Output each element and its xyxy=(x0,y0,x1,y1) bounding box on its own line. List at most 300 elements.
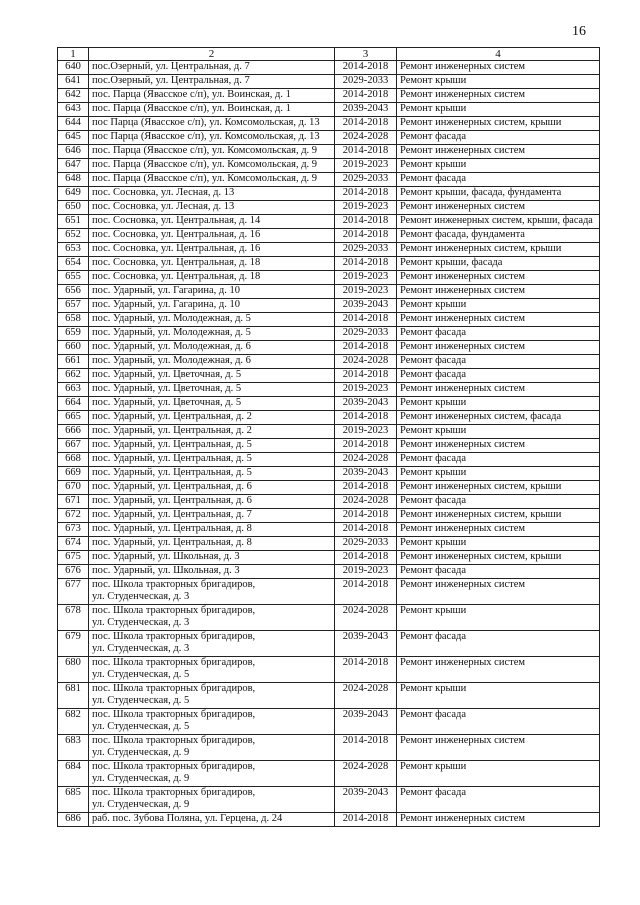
period-cell: 2024-2028 xyxy=(335,761,397,787)
table-row xyxy=(58,103,600,117)
address-line-2: ул. Студенческая, д. 5 xyxy=(92,721,190,732)
period-cell: 2014-2018 xyxy=(335,551,397,565)
address-line: пос. Ударный, ул. Центральная, д. 2 xyxy=(92,411,252,422)
table-row xyxy=(58,145,600,159)
work-type-cell: Ремонт инженерных систем, крыши xyxy=(397,509,600,523)
page-number: 16 xyxy=(572,24,586,39)
work-type-cell: Ремонт инженерных систем, крыши xyxy=(397,117,600,131)
work-type-cell: Ремонт инженерных систем xyxy=(397,341,600,355)
period-cell: 2014-2018 xyxy=(335,61,397,75)
work-type-cell: Ремонт крыши xyxy=(397,103,600,117)
row-number: 646 xyxy=(58,145,89,159)
work-type-cell: Ремонт крыши, фасада, фундамента xyxy=(397,187,600,201)
address-line: пос. Ударный, ул. Молодежная, д. 6 xyxy=(92,355,251,366)
period-cell: 2039-2043 xyxy=(335,103,397,117)
row-number: 665 xyxy=(58,411,89,425)
work-type-cell: Ремонт крыши xyxy=(397,683,600,709)
work-type-cell: Ремонт крыши xyxy=(397,537,600,551)
row-number: 667 xyxy=(58,439,89,453)
period-cell: 2014-2018 xyxy=(335,509,397,523)
address-cell xyxy=(89,355,335,369)
address-line: пос. Ударный, ул. Центральная, д. 7 xyxy=(92,509,252,520)
column-header-4: 4 xyxy=(397,48,600,61)
row-number: 672 xyxy=(58,509,89,523)
column-header-1: 1 xyxy=(58,48,89,61)
row-number: 651 xyxy=(58,215,89,229)
address-cell xyxy=(89,117,335,131)
work-type-cell: Ремонт инженерных систем xyxy=(397,439,600,453)
table-row xyxy=(58,201,600,215)
row-number: 645 xyxy=(58,131,89,145)
table-row xyxy=(58,397,600,411)
period-cell: 2039-2043 xyxy=(335,631,397,657)
table-row xyxy=(58,439,600,453)
period-cell: 2019-2023 xyxy=(335,285,397,299)
address-cell xyxy=(89,495,335,509)
table-row xyxy=(58,271,600,285)
table-row xyxy=(58,355,600,369)
work-type-cell: Ремонт инженерных систем xyxy=(397,657,600,683)
address-cell xyxy=(89,327,335,341)
period-cell: 2014-2018 xyxy=(335,439,397,453)
table-row xyxy=(58,89,600,103)
header-row xyxy=(58,48,600,61)
period-cell: 2019-2023 xyxy=(335,425,397,439)
address-line-2: ул. Студенческая, д. 3 xyxy=(92,591,190,602)
address-line: пос. Ударный, ул. Центральная, д. 8 xyxy=(92,523,252,534)
period-cell: 2029-2033 xyxy=(335,173,397,187)
row-number: 661 xyxy=(58,355,89,369)
address-cell xyxy=(89,453,335,467)
table-row xyxy=(58,537,600,551)
table-row xyxy=(58,565,600,579)
address-line-2: ул. Студенческая, д. 3 xyxy=(92,643,190,654)
address-line: пос. Сосновка, ул. Центральная, д. 18 xyxy=(92,257,261,268)
table-row xyxy=(58,787,600,813)
address-line-2: ул. Студенческая, д. 9 xyxy=(92,799,190,810)
row-number: 643 xyxy=(58,103,89,117)
address-line-2: ул. Студенческая, д. 9 xyxy=(92,773,190,784)
period-cell: 2039-2043 xyxy=(335,397,397,411)
work-type-cell: Ремонт крыши xyxy=(397,299,600,313)
period-cell: 2019-2023 xyxy=(335,271,397,285)
table-row xyxy=(58,173,600,187)
work-type-cell: Ремонт фасада xyxy=(397,369,600,383)
period-cell: 2014-2018 xyxy=(335,313,397,327)
table-row xyxy=(58,229,600,243)
row-number: 653 xyxy=(58,243,89,257)
row-number: 650 xyxy=(58,201,89,215)
address-cell xyxy=(89,257,335,271)
period-cell: 2039-2043 xyxy=(335,709,397,735)
row-number: 668 xyxy=(58,453,89,467)
address-cell xyxy=(89,313,335,327)
address-cell xyxy=(89,683,335,709)
address-line: пос. Школа тракторных бригадиров, xyxy=(92,709,256,720)
address-line: пос.Озерный, ул. Центральная, д. 7 xyxy=(92,61,250,72)
row-number: 664 xyxy=(58,397,89,411)
work-type-cell: Ремонт инженерных систем xyxy=(397,89,600,103)
address-line: пос.Озерный, ул. Центральная, д. 7 xyxy=(92,75,250,86)
period-cell: 2014-2018 xyxy=(335,341,397,355)
address-line: пос. Ударный, ул. Центральная, д. 8 xyxy=(92,537,252,548)
work-type-cell: Ремонт фасада xyxy=(397,173,600,187)
address-line: пос. Ударный, ул. Молодежная, д. 6 xyxy=(92,341,251,352)
row-number: 679 xyxy=(58,631,89,657)
table-row xyxy=(58,605,600,631)
row-number: 673 xyxy=(58,523,89,537)
period-cell: 2039-2043 xyxy=(335,299,397,313)
address-cell xyxy=(89,579,335,605)
work-type-cell: Ремонт фасада xyxy=(397,355,600,369)
address-line: пос. Ударный, ул. Центральная, д. 6 xyxy=(92,481,252,492)
address-line: пос. Школа тракторных бригадиров, xyxy=(92,683,256,694)
column-header-2: 2 xyxy=(89,48,335,61)
row-number: 669 xyxy=(58,467,89,481)
address-line: пос. Школа тракторных бригадиров, xyxy=(92,787,256,798)
table-row xyxy=(58,341,600,355)
period-cell: 2024-2028 xyxy=(335,453,397,467)
work-type-cell: Ремонт крыши xyxy=(397,397,600,411)
work-type-cell: Ремонт инженерных систем xyxy=(397,61,600,75)
address-cell xyxy=(89,439,335,453)
address-line: пос. Сосновка, ул. Лесная, д. 13 xyxy=(92,201,235,212)
work-type-cell: Ремонт фасада xyxy=(397,631,600,657)
address-line: пос. Школа тракторных бригадиров, xyxy=(92,579,256,590)
address-line: пос. Ударный, ул. Центральная, д. 5 xyxy=(92,467,252,478)
table-header xyxy=(58,48,600,61)
address-cell xyxy=(89,131,335,145)
address-line: пос. Парца (Явасское с/п), ул. Комсомольская, д. 9 xyxy=(92,145,318,156)
address-cell xyxy=(89,551,335,565)
address-line: пос. Ударный, ул. Центральная, д. 2 xyxy=(92,425,252,436)
row-number: 657 xyxy=(58,299,89,313)
address-line: пос. Ударный, ул. Центральная, д. 5 xyxy=(92,453,252,464)
work-type-cell: Ремонт фасада, фундамента xyxy=(397,229,600,243)
period-cell: 2014-2018 xyxy=(335,657,397,683)
table-row xyxy=(58,453,600,467)
table-row xyxy=(58,761,600,787)
table-body xyxy=(58,61,600,827)
work-type-cell: Ремонт крыши xyxy=(397,159,600,173)
period-cell: 2014-2018 xyxy=(335,481,397,495)
address-cell xyxy=(89,425,335,439)
table-row xyxy=(58,813,600,827)
row-number: 658 xyxy=(58,313,89,327)
work-type-cell: Ремонт инженерных систем xyxy=(397,735,600,761)
period-cell: 2019-2023 xyxy=(335,159,397,173)
address-line: пос. Ударный, ул. Цветочная, д. 5 xyxy=(92,383,242,394)
address-cell xyxy=(89,565,335,579)
row-number: 678 xyxy=(58,605,89,631)
row-number: 641 xyxy=(58,75,89,89)
address-cell xyxy=(89,605,335,631)
address-line-2: ул. Студенческая, д. 5 xyxy=(92,669,190,680)
address-cell xyxy=(89,709,335,735)
row-number: 670 xyxy=(58,481,89,495)
address-cell xyxy=(89,657,335,683)
address-line: пос. Ударный, ул. Гагарина, д. 10 xyxy=(92,285,241,296)
address-line: пос. Ударный, ул. Центральная, д. 6 xyxy=(92,495,252,506)
column-header-3: 3 xyxy=(335,48,397,61)
address-cell xyxy=(89,271,335,285)
row-number: 654 xyxy=(58,257,89,271)
address-line: пос. Сосновка, ул. Центральная, д. 18 xyxy=(92,271,261,282)
address-line: пос. Ударный, ул. Цветочная, д. 5 xyxy=(92,369,242,380)
work-type-cell: Ремонт фасада xyxy=(397,453,600,467)
address-cell xyxy=(89,145,335,159)
table-row xyxy=(58,369,600,383)
address-line: пос. Школа тракторных бригадиров, xyxy=(92,631,256,642)
row-number: 684 xyxy=(58,761,89,787)
table-row xyxy=(58,285,600,299)
address-line: пос. Парца (Явасское с/п), ул. Воинская, д. 1 xyxy=(92,89,291,100)
work-type-cell: Ремонт инженерных систем xyxy=(397,201,600,215)
table-row xyxy=(58,467,600,481)
table-row xyxy=(58,657,600,683)
address-line: пос. Сосновка, ул. Центральная, д. 16 xyxy=(92,243,261,254)
address-cell xyxy=(89,523,335,537)
row-number: 659 xyxy=(58,327,89,341)
table-row xyxy=(58,131,600,145)
address-line: пос. Парца (Явасское с/п), ул. Комсомольская, д. 9 xyxy=(92,159,318,170)
work-type-cell: Ремонт инженерных систем, фасада xyxy=(397,411,600,425)
table-row xyxy=(58,579,600,605)
period-cell: 2014-2018 xyxy=(335,229,397,243)
work-type-cell: Ремонт крыши xyxy=(397,605,600,631)
period-cell: 2019-2023 xyxy=(335,565,397,579)
address-cell xyxy=(89,215,335,229)
table-row xyxy=(58,683,600,709)
row-number: 686 xyxy=(58,813,89,827)
row-number: 649 xyxy=(58,187,89,201)
address-cell xyxy=(89,537,335,551)
address-cell xyxy=(89,631,335,657)
table-row xyxy=(58,257,600,271)
address-cell xyxy=(89,173,335,187)
period-cell: 2024-2028 xyxy=(335,355,397,369)
row-number: 660 xyxy=(58,341,89,355)
work-type-cell: Ремонт фасада xyxy=(397,787,600,813)
work-type-cell: Ремонт инженерных систем xyxy=(397,145,600,159)
work-type-cell: Ремонт крыши xyxy=(397,75,600,89)
row-number: 666 xyxy=(58,425,89,439)
period-cell: 2024-2028 xyxy=(335,131,397,145)
table-row xyxy=(58,299,600,313)
address-cell xyxy=(89,201,335,215)
row-number: 656 xyxy=(58,285,89,299)
table-row xyxy=(58,243,600,257)
table-row xyxy=(58,75,600,89)
period-cell: 2014-2018 xyxy=(335,369,397,383)
address-line: пос. Школа тракторных бригадиров, xyxy=(92,605,256,616)
period-cell: 2029-2033 xyxy=(335,75,397,89)
period-cell: 2014-2018 xyxy=(335,579,397,605)
period-cell: 2024-2028 xyxy=(335,605,397,631)
row-number: 663 xyxy=(58,383,89,397)
period-cell: 2014-2018 xyxy=(335,411,397,425)
period-cell: 2014-2018 xyxy=(335,257,397,271)
period-cell: 2039-2043 xyxy=(335,467,397,481)
address-line-2: ул. Студенческая, д. 3 xyxy=(92,617,190,628)
row-number: 682 xyxy=(58,709,89,735)
work-type-cell: Ремонт инженерных систем, крыши xyxy=(397,481,600,495)
period-cell: 2014-2018 xyxy=(335,735,397,761)
period-cell: 2014-2018 xyxy=(335,813,397,827)
row-number: 642 xyxy=(58,89,89,103)
address-line: пос. Ударный, ул. Центральная, д. 5 xyxy=(92,439,252,450)
work-type-cell: Ремонт крыши xyxy=(397,425,600,439)
work-type-cell: Ремонт фасада xyxy=(397,709,600,735)
address-cell xyxy=(89,735,335,761)
address-cell xyxy=(89,103,335,117)
row-number: 662 xyxy=(58,369,89,383)
table-row xyxy=(58,481,600,495)
row-number: 676 xyxy=(58,565,89,579)
work-type-cell: Ремонт инженерных систем, крыши xyxy=(397,243,600,257)
work-type-cell: Ремонт фасада xyxy=(397,495,600,509)
period-cell: 2029-2033 xyxy=(335,537,397,551)
work-type-cell: Ремонт фасада xyxy=(397,565,600,579)
row-number: 680 xyxy=(58,657,89,683)
address-cell xyxy=(89,411,335,425)
address-line: пос. Ударный, ул. Молодежная, д. 5 xyxy=(92,313,251,324)
row-number: 674 xyxy=(58,537,89,551)
period-cell: 2029-2033 xyxy=(335,243,397,257)
work-type-cell: Ремонт крыши, фасада xyxy=(397,257,600,271)
address-line: пос. Ударный, ул. Цветочная, д. 5 xyxy=(92,397,242,408)
row-number: 681 xyxy=(58,683,89,709)
work-type-cell: Ремонт инженерных систем, крыши, фасада xyxy=(397,215,600,229)
table-row xyxy=(58,523,600,537)
work-type-cell: Ремонт инженерных систем xyxy=(397,813,600,827)
address-line: пос. Сосновка, ул. Центральная, д. 14 xyxy=(92,215,261,226)
repair-schedule-table xyxy=(57,47,600,827)
work-type-cell: Ремонт фасада xyxy=(397,327,600,341)
address-cell xyxy=(89,787,335,813)
work-type-cell: Ремонт инженерных систем, крыши xyxy=(397,551,600,565)
table-row xyxy=(58,411,600,425)
address-line-2: ул. Студенческая, д. 9 xyxy=(92,747,190,758)
work-type-cell: Ремонт инженерных систем xyxy=(397,523,600,537)
table-row xyxy=(58,383,600,397)
row-number: 640 xyxy=(58,61,89,75)
address-cell xyxy=(89,61,335,75)
period-cell: 2014-2018 xyxy=(335,187,397,201)
address-line: пос Парца (Явасское с/п), ул. Комсомольская, д. 13 xyxy=(92,117,320,128)
address-line: пос Парца (Явасское с/п), ул. Комсомольская, д. 13 xyxy=(92,131,320,142)
address-cell xyxy=(89,761,335,787)
address-line: пос. Ударный, ул. Школьная, д. 3 xyxy=(92,551,240,562)
address-line: пос. Школа тракторных бригадиров, xyxy=(92,735,256,746)
address-line: раб. пос. Зубова Поляна, ул. Герцена, д. 24 xyxy=(92,813,283,824)
address-line: пос. Школа тракторных бригадиров, xyxy=(92,657,256,668)
address-line: пос. Ударный, ул. Школьная, д. 3 xyxy=(92,565,240,576)
row-number: 644 xyxy=(58,117,89,131)
address-cell xyxy=(89,229,335,243)
row-number: 648 xyxy=(58,173,89,187)
row-number: 655 xyxy=(58,271,89,285)
work-type-cell: Ремонт инженерных систем xyxy=(397,285,600,299)
work-type-cell: Ремонт инженерных систем xyxy=(397,383,600,397)
address-cell xyxy=(89,75,335,89)
work-type-cell: Ремонт инженерных систем xyxy=(397,313,600,327)
period-cell: 2014-2018 xyxy=(335,89,397,103)
period-cell: 2019-2023 xyxy=(335,201,397,215)
table-row xyxy=(58,215,600,229)
address-cell xyxy=(89,467,335,481)
address-cell xyxy=(89,341,335,355)
address-line: пос. Парца (Явасское с/п), ул. Комсомольская, д. 9 xyxy=(92,173,318,184)
period-cell: 2024-2028 xyxy=(335,495,397,509)
period-cell: 2014-2018 xyxy=(335,215,397,229)
table-row xyxy=(58,313,600,327)
table-row xyxy=(58,495,600,509)
table-row xyxy=(58,735,600,761)
table-row xyxy=(58,509,600,523)
period-cell: 2039-2043 xyxy=(335,787,397,813)
address-line: пос. Сосновка, ул. Центральная, д. 16 xyxy=(92,229,261,240)
row-number: 647 xyxy=(58,159,89,173)
row-number: 677 xyxy=(58,579,89,605)
address-cell xyxy=(89,299,335,313)
table-row xyxy=(58,61,600,75)
work-type-cell: Ремонт инженерных систем xyxy=(397,271,600,285)
row-number: 671 xyxy=(58,495,89,509)
address-line: пос. Ударный, ул. Гагарина, д. 10 xyxy=(92,299,241,310)
address-cell xyxy=(89,509,335,523)
address-line: пос. Сосновка, ул. Лесная, д. 13 xyxy=(92,187,235,198)
address-cell xyxy=(89,285,335,299)
address-cell xyxy=(89,89,335,103)
period-cell: 2014-2018 xyxy=(335,145,397,159)
address-cell xyxy=(89,159,335,173)
table-row xyxy=(58,327,600,341)
address-cell xyxy=(89,187,335,201)
period-cell: 2019-2023 xyxy=(335,383,397,397)
period-cell: 2029-2033 xyxy=(335,327,397,341)
row-number: 652 xyxy=(58,229,89,243)
address-line: пос. Парца (Явасское с/п), ул. Воинская, д. 1 xyxy=(92,103,291,114)
address-line: пос. Ударный, ул. Молодежная, д. 5 xyxy=(92,327,251,338)
address-line: пос. Школа тракторных бригадиров, xyxy=(92,761,256,772)
table-row xyxy=(58,117,600,131)
work-type-cell: Ремонт крыши xyxy=(397,467,600,481)
address-cell xyxy=(89,383,335,397)
address-cell xyxy=(89,243,335,257)
period-cell: 2014-2018 xyxy=(335,117,397,131)
table-row xyxy=(58,631,600,657)
row-number: 683 xyxy=(58,735,89,761)
table-row xyxy=(58,709,600,735)
work-type-cell: Ремонт крыши xyxy=(397,761,600,787)
period-cell: 2024-2028 xyxy=(335,683,397,709)
address-line-2: ул. Студенческая, д. 5 xyxy=(92,695,190,706)
address-cell xyxy=(89,369,335,383)
row-number: 675 xyxy=(58,551,89,565)
table-row xyxy=(58,551,600,565)
period-cell: 2014-2018 xyxy=(335,523,397,537)
table-row xyxy=(58,425,600,439)
table-row xyxy=(58,159,600,173)
address-cell xyxy=(89,481,335,495)
work-type-cell: Ремонт фасада xyxy=(397,131,600,145)
address-cell xyxy=(89,813,335,827)
row-number: 685 xyxy=(58,787,89,813)
table-row xyxy=(58,187,600,201)
address-cell xyxy=(89,397,335,411)
work-type-cell: Ремонт инженерных систем xyxy=(397,579,600,605)
